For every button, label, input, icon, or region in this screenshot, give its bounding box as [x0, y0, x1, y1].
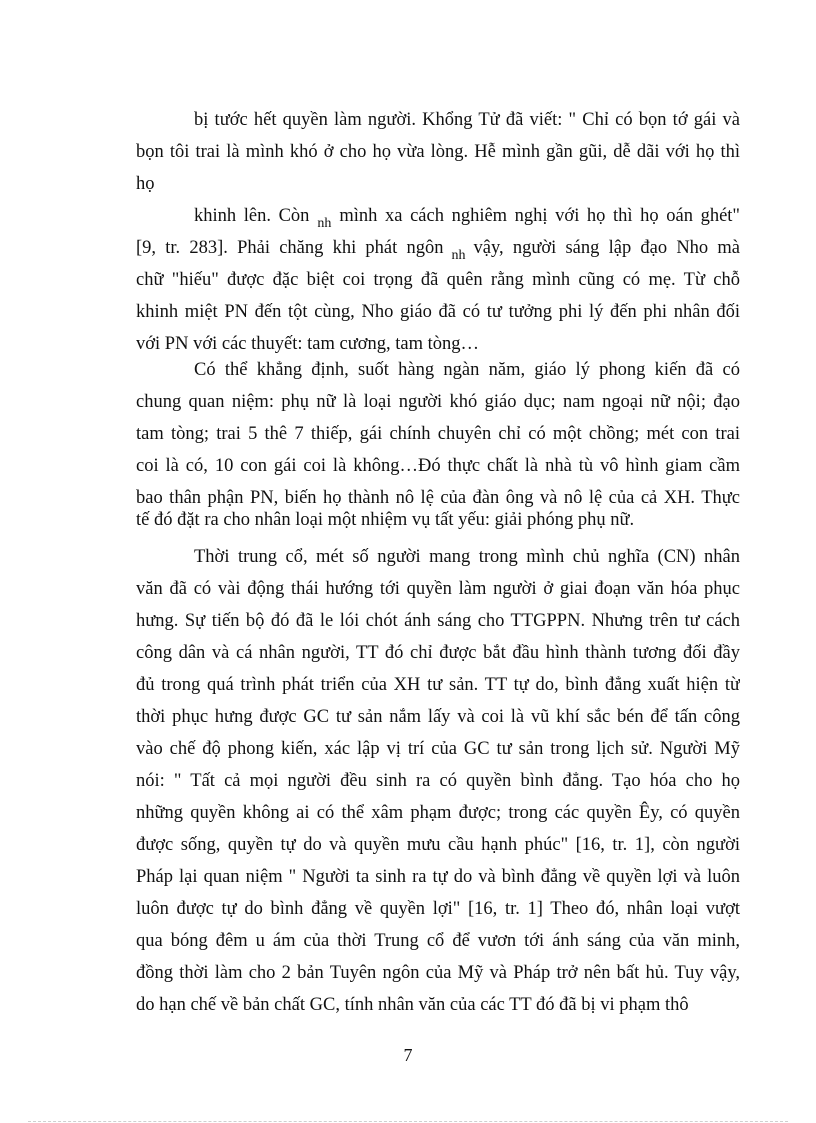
text-fragment: vậy, người sáng lập đạo Nho mà	[473, 238, 740, 258]
text-line: khinh miệt PN đến tột cùng, Nho giáo đã có tư tưởng phi lý đến phi nhân đối	[136, 302, 740, 322]
text-line: chung quan niệm: phụ nữ là loại người khó giáo dục; nam ngoại nữ nội; đạo	[136, 392, 740, 412]
text-line: những quyền không ai có thể xâm phạm được; trong các quyền Êy, có quyền	[136, 803, 740, 823]
text-fragment: khinh lên. Còn	[194, 206, 310, 226]
text-line: bọn tôi trai là mình khó ở cho họ vừa lòng. Hễ mình gần gũi, dễ dãi với họ thì	[136, 142, 740, 162]
text-line: tế đó đặt ra cho nhân loại một nhiệm vụ tất yếu: giải phóng phụ nữ.	[136, 510, 635, 530]
text-line: công dân và cá nhân người, TT đó chỉ được bắt đầu hình thành tương đối đầy	[136, 643, 740, 663]
text-line: bị tước hết quyền làm người. Khổng Tử đã viết: " Chỉ có bọn tớ gái và	[194, 110, 740, 130]
text-line: với PN với các thuyết: tam cương, tam tòng…	[136, 334, 480, 354]
text-line: do hạn chế về bản chất GC, tính nhân văn của các TT đó đã bị vi phạm thô	[136, 995, 689, 1015]
text-line	[194, 200, 740, 232]
text-fragment: [9, tr. 283]. Phải chăng khi phát ngôn	[136, 238, 444, 258]
text-line: luôn được tự do bình đẳng về quyền lợi" [16, tr. 1] Theo đó, nhân loại vượt	[136, 899, 740, 919]
page-number: 7	[403, 1045, 413, 1065]
text-line: chữ "hiếu" được đặc biệt coi trọng đã quên rằng mình cũng có mẹ. Từ chỗ	[136, 270, 740, 290]
text-line: Pháp lại quan niệm " Người ta sinh ra tự do và bình đẳng về quyền lợi và luôn	[136, 867, 740, 887]
text-line: được sống, quyền tự do và quyền mưu cầu hạnh phúc" [16, tr. 1], còn người	[136, 835, 740, 855]
text-line: nói: " Tất cả mọi người đều sinh ra có quyền bình đẳng. Tạo hóa cho họ	[136, 771, 740, 791]
text-line: đồng thời làm cho 2 bản Tuyên ngôn của Mỹ và Pháp trở nên bất hủ. Tuy vậy,	[136, 963, 740, 983]
text-line: tam tòng; trai 5 thê 7 thiếp, gái chính chuyên chỉ có một chồng; mét con trai	[136, 424, 740, 444]
text-line: đủ trong quá trình phát triển của XH tư sản. TT tự do, bình đẳng xuất hiện từ	[136, 675, 740, 695]
text-line: Thời trung cổ, mét số người mang trong mình chủ nghĩa (CN) nhân	[194, 547, 740, 567]
text-line: thời phục hưng được GC tư sản nắm lấy và coi là vũ khí sắc bén để tấn công	[136, 707, 740, 727]
text-line: bao thân phận PN, biến họ thành nô lệ của đàn ông và nô lệ của cả XH. Thực	[136, 488, 740, 508]
subscript-fragment: nh	[451, 248, 466, 263]
text-line: văn đã có vài động thái hướng tới quyền làm người ở giai đoạn văn hóa phục	[136, 579, 740, 599]
text-line: qua bóng đêm u ám của thời Trung cổ để vươn tới ánh sáng của văn minh,	[136, 931, 740, 951]
text-line: hưng. Sự tiến bộ đó đã le lói chót ánh sáng cho TTGPPN. Nhưng trên tư cách	[136, 611, 740, 631]
text-line: vào chế độ phong kiến, xác lập vị trí của GC tư sản trong lịch sử. Người Mỹ	[136, 739, 740, 759]
text-line: Có thể khẳng định, suốt hàng ngàn năm, giáo lý phong kiến đã có	[194, 360, 740, 380]
text-line: họ	[136, 174, 155, 194]
subscript-fragment: nh	[317, 216, 332, 231]
page-bottom-divider	[28, 1121, 788, 1122]
text-line: coi là có, 10 con gái coi là không…Đó thực chất là nhà tù vô hình giam cầm	[136, 456, 740, 476]
text-line	[136, 232, 740, 264]
text-fragment: mình xa cách nghiêm nghị với họ thì họ oán ghét"	[339, 206, 740, 226]
